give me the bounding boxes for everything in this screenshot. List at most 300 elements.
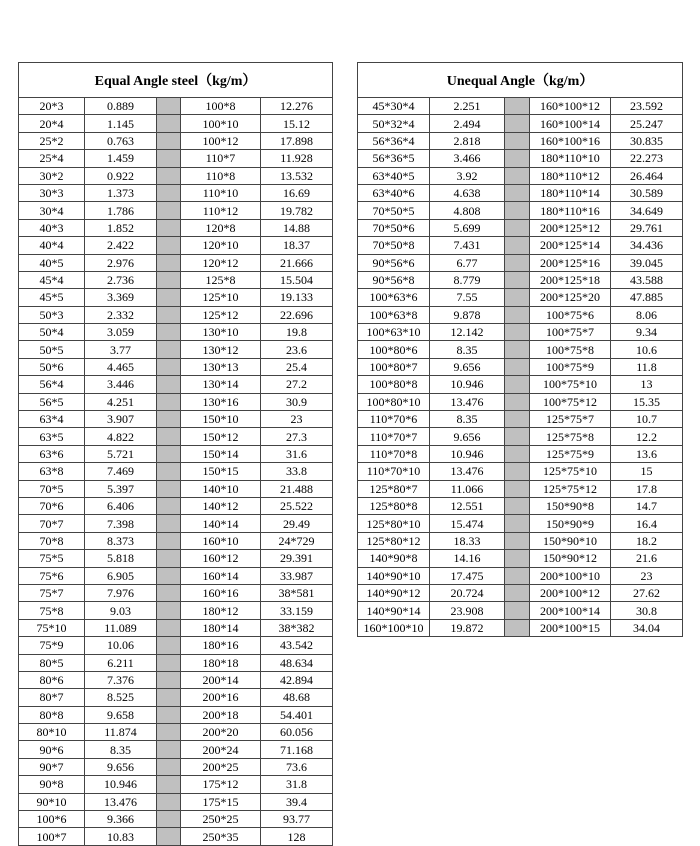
- size-cell: 110*70*7: [358, 428, 430, 445]
- weight-cell: 11.928: [261, 150, 333, 167]
- table-row: [19, 654, 333, 671]
- table-row: [19, 376, 333, 393]
- size-cell: 200*24: [181, 741, 261, 758]
- table-row: [19, 671, 333, 688]
- weight-cell: 10.7: [611, 411, 683, 428]
- weight-cell: 34.649: [611, 202, 683, 219]
- size-cell: 200*125*14: [530, 237, 611, 254]
- weight-cell: 33.8: [261, 463, 333, 480]
- weight-cell: 8.35: [430, 341, 505, 358]
- table-row: [358, 532, 683, 549]
- size-cell: 50*4: [19, 324, 85, 341]
- weight-cell: 11.089: [85, 619, 157, 636]
- weight-cell: 25.522: [261, 497, 333, 514]
- weight-cell: 9.656: [430, 428, 505, 445]
- weight-cell: 48.634: [261, 654, 333, 671]
- table-row: [19, 567, 333, 584]
- weight-cell: 27.3: [261, 428, 333, 445]
- weight-cell: 1.459: [85, 150, 157, 167]
- table-row: [358, 324, 683, 341]
- table-row: [19, 184, 333, 201]
- weight-cell: 10.06: [85, 637, 157, 654]
- weight-cell: 14.16: [430, 550, 505, 567]
- separator-cell: [157, 567, 181, 584]
- separator-cell: [157, 689, 181, 706]
- size-cell: 70*50*5: [358, 202, 430, 219]
- table-row: [19, 411, 333, 428]
- equal-angle-table: [18, 62, 333, 846]
- separator-cell: [157, 463, 181, 480]
- size-cell: 130*14: [181, 376, 261, 393]
- table-row: [358, 306, 683, 323]
- weight-cell: 9.656: [85, 758, 157, 775]
- size-cell: 160*10: [181, 532, 261, 549]
- table-row: [19, 637, 333, 654]
- weight-cell: 13.476: [430, 393, 505, 410]
- equal-angle-title: Equal Angle steel（kg/m）: [19, 63, 333, 98]
- size-cell: 90*8: [19, 776, 85, 793]
- size-cell: 160*100*10: [358, 619, 430, 636]
- table-row: [19, 793, 333, 810]
- size-cell: 30*3: [19, 184, 85, 201]
- separator-cell: [505, 497, 530, 514]
- weight-cell: 19.133: [261, 289, 333, 306]
- weight-cell: 39.045: [611, 254, 683, 271]
- size-cell: 140*12: [181, 497, 261, 514]
- size-cell: 100*80*7: [358, 358, 430, 375]
- size-cell: 150*10: [181, 411, 261, 428]
- size-cell: 140*14: [181, 515, 261, 532]
- table-row: [19, 741, 333, 758]
- weight-cell: 9.878: [430, 306, 505, 323]
- size-cell: 90*56*8: [358, 271, 430, 288]
- separator-cell: [157, 706, 181, 723]
- weight-cell: 22.273: [611, 150, 683, 167]
- size-cell: 63*5: [19, 428, 85, 445]
- size-cell: 150*90*8: [530, 497, 611, 514]
- table-row: [19, 219, 333, 236]
- weight-cell: 8.35: [85, 741, 157, 758]
- size-cell: 50*32*4: [358, 115, 430, 132]
- separator-cell: [505, 150, 530, 167]
- size-cell: 125*8: [181, 271, 261, 288]
- weight-cell: 4.822: [85, 428, 157, 445]
- weight-cell: 9.34: [611, 324, 683, 341]
- size-cell: 56*5: [19, 393, 85, 410]
- unequal-angle-title: Unequal Angle（kg/m）: [358, 63, 683, 98]
- weight-cell: 8.35: [430, 411, 505, 428]
- separator-cell: [157, 219, 181, 236]
- weight-cell: 3.77: [85, 341, 157, 358]
- separator-cell: [157, 724, 181, 741]
- size-cell: 160*14: [181, 567, 261, 584]
- separator-cell: [505, 584, 530, 601]
- size-cell: 75*10: [19, 619, 85, 636]
- weight-cell: 19.872: [430, 619, 505, 636]
- size-cell: 150*12: [181, 428, 261, 445]
- weight-cell: 18.37: [261, 237, 333, 254]
- weight-cell: 13.476: [430, 463, 505, 480]
- weight-cell: 13.476: [85, 793, 157, 810]
- size-cell: 160*100*14: [530, 115, 611, 132]
- weight-cell: 38*382: [261, 619, 333, 636]
- weight-cell: 21.488: [261, 480, 333, 497]
- table-row: [19, 358, 333, 375]
- size-cell: 75*6: [19, 567, 85, 584]
- size-cell: 150*14: [181, 445, 261, 462]
- size-cell: 50*5: [19, 341, 85, 358]
- size-cell: 100*75*6: [530, 306, 611, 323]
- separator-cell: [505, 411, 530, 428]
- weight-cell: 10.6: [611, 341, 683, 358]
- size-cell: 100*63*6: [358, 289, 430, 306]
- weight-cell: 4.808: [430, 202, 505, 219]
- weight-cell: 15.35: [611, 393, 683, 410]
- size-cell: 100*75*7: [530, 324, 611, 341]
- weight-cell: 22.696: [261, 306, 333, 323]
- size-cell: 110*12: [181, 202, 261, 219]
- table-row: [19, 150, 333, 167]
- table-row: [19, 550, 333, 567]
- table-row: [358, 619, 683, 636]
- weight-cell: 7.376: [85, 671, 157, 688]
- separator-cell: [157, 358, 181, 375]
- weight-cell: 3.466: [430, 150, 505, 167]
- size-cell: 40*3: [19, 219, 85, 236]
- weight-cell: 21.6: [611, 550, 683, 567]
- separator-cell: [505, 289, 530, 306]
- separator-cell: [157, 811, 181, 828]
- weight-cell: 1.786: [85, 202, 157, 219]
- size-cell: 200*100*14: [530, 602, 611, 619]
- weight-cell: 23: [611, 567, 683, 584]
- size-cell: 63*4: [19, 411, 85, 428]
- separator-cell: [157, 254, 181, 271]
- size-cell: 80*6: [19, 671, 85, 688]
- size-cell: 100*63*8: [358, 306, 430, 323]
- separator-cell: [157, 132, 181, 149]
- size-cell: 200*25: [181, 758, 261, 775]
- weight-cell: 5.818: [85, 550, 157, 567]
- weight-cell: 2.332: [85, 306, 157, 323]
- size-cell: 100*7: [19, 828, 85, 845]
- separator-cell: [157, 793, 181, 810]
- weight-cell: 15: [611, 463, 683, 480]
- separator-cell: [505, 132, 530, 149]
- separator-cell: [505, 237, 530, 254]
- size-cell: 110*10: [181, 184, 261, 201]
- weight-cell: 23.592: [611, 98, 683, 115]
- table-row: [19, 324, 333, 341]
- size-cell: 140*90*10: [358, 567, 430, 584]
- size-cell: 40*4: [19, 237, 85, 254]
- weight-cell: 19.8: [261, 324, 333, 341]
- separator-cell: [157, 584, 181, 601]
- table-row: [358, 376, 683, 393]
- size-cell: 150*90*12: [530, 550, 611, 567]
- size-cell: 20*3: [19, 98, 85, 115]
- size-cell: 125*75*8: [530, 428, 611, 445]
- size-cell: 45*30*4: [358, 98, 430, 115]
- weight-cell: 12.551: [430, 497, 505, 514]
- table-row: [358, 602, 683, 619]
- table-row: [358, 184, 683, 201]
- weight-cell: 48.68: [261, 689, 333, 706]
- size-cell: 180*110*16: [530, 202, 611, 219]
- size-cell: 125*75*9: [530, 445, 611, 462]
- weight-cell: 33.987: [261, 567, 333, 584]
- weight-cell: 33.159: [261, 602, 333, 619]
- weight-cell: 2.494: [430, 115, 505, 132]
- size-cell: 125*75*12: [530, 480, 611, 497]
- size-cell: 200*16: [181, 689, 261, 706]
- size-cell: 45*4: [19, 271, 85, 288]
- weight-cell: 128: [261, 828, 333, 845]
- size-cell: 175*15: [181, 793, 261, 810]
- size-cell: 90*7: [19, 758, 85, 775]
- size-cell: 110*70*10: [358, 463, 430, 480]
- size-cell: 90*6: [19, 741, 85, 758]
- weight-cell: 11.8: [611, 358, 683, 375]
- separator-cell: [505, 550, 530, 567]
- table-row: [19, 428, 333, 445]
- size-cell: 100*6: [19, 811, 85, 828]
- table-row: [358, 132, 683, 149]
- weight-cell: 26.464: [611, 167, 683, 184]
- separator-cell: [505, 480, 530, 497]
- size-cell: 180*16: [181, 637, 261, 654]
- size-cell: 150*90*9: [530, 515, 611, 532]
- size-cell: 200*100*15: [530, 619, 611, 636]
- size-cell: 20*4: [19, 115, 85, 132]
- weight-cell: 10.946: [85, 776, 157, 793]
- weight-cell: 15.12: [261, 115, 333, 132]
- weight-cell: 18.33: [430, 532, 505, 549]
- size-cell: 50*3: [19, 306, 85, 323]
- size-cell: 120*8: [181, 219, 261, 236]
- weight-cell: 25.247: [611, 115, 683, 132]
- unequal-angle-table: [357, 62, 683, 637]
- size-cell: 125*12: [181, 306, 261, 323]
- table-row: [358, 289, 683, 306]
- weight-cell: 12.276: [261, 98, 333, 115]
- size-cell: 110*70*8: [358, 445, 430, 462]
- separator-cell: [157, 828, 181, 845]
- size-cell: 140*90*12: [358, 584, 430, 601]
- table-row: [19, 463, 333, 480]
- size-cell: 160*16: [181, 584, 261, 601]
- separator-cell: [505, 445, 530, 462]
- separator-cell: [157, 550, 181, 567]
- weight-cell: 15.504: [261, 271, 333, 288]
- table-row: [358, 167, 683, 184]
- size-cell: 130*13: [181, 358, 261, 375]
- size-cell: 125*80*8: [358, 497, 430, 514]
- weight-cell: 6.406: [85, 497, 157, 514]
- separator-cell: [157, 637, 181, 654]
- weight-cell: 2.818: [430, 132, 505, 149]
- table-row: [19, 706, 333, 723]
- weight-cell: 8.373: [85, 532, 157, 549]
- table-row: [358, 150, 683, 167]
- weight-cell: 7.976: [85, 584, 157, 601]
- weight-cell: 14.7: [611, 497, 683, 514]
- separator-cell: [505, 202, 530, 219]
- size-cell: 100*80*10: [358, 393, 430, 410]
- size-cell: 80*10: [19, 724, 85, 741]
- size-cell: 120*12: [181, 254, 261, 271]
- separator-cell: [505, 515, 530, 532]
- weight-cell: 17.8: [611, 480, 683, 497]
- weight-cell: 43.588: [611, 271, 683, 288]
- size-cell: 70*7: [19, 515, 85, 532]
- size-cell: 100*10: [181, 115, 261, 132]
- size-cell: 56*4: [19, 376, 85, 393]
- size-cell: 130*10: [181, 324, 261, 341]
- size-cell: 100*75*9: [530, 358, 611, 375]
- size-cell: 200*125*20: [530, 289, 611, 306]
- size-cell: 180*110*14: [530, 184, 611, 201]
- table-row: [19, 167, 333, 184]
- table-row: [19, 306, 333, 323]
- size-cell: 160*100*16: [530, 132, 611, 149]
- size-cell: 100*80*6: [358, 341, 430, 358]
- weight-cell: 34.04: [611, 619, 683, 636]
- weight-cell: 3.92: [430, 167, 505, 184]
- size-cell: 90*56*6: [358, 254, 430, 271]
- weight-cell: 1.145: [85, 115, 157, 132]
- separator-cell: [505, 98, 530, 115]
- weight-cell: 12.2: [611, 428, 683, 445]
- separator-cell: [157, 271, 181, 288]
- table-row: [19, 202, 333, 219]
- weight-cell: 0.889: [85, 98, 157, 115]
- table-row: [358, 254, 683, 271]
- separator-cell: [505, 167, 530, 184]
- size-cell: 75*9: [19, 637, 85, 654]
- table-row: [19, 393, 333, 410]
- table-row: [19, 758, 333, 775]
- size-cell: 80*7: [19, 689, 85, 706]
- weight-cell: 10.83: [85, 828, 157, 845]
- size-cell: 100*12: [181, 132, 261, 149]
- size-cell: 140*90*8: [358, 550, 430, 567]
- weight-cell: 23.908: [430, 602, 505, 619]
- size-cell: 56*36*5: [358, 150, 430, 167]
- weight-cell: 4.251: [85, 393, 157, 410]
- weight-cell: 2.736: [85, 271, 157, 288]
- separator-cell: [157, 411, 181, 428]
- size-cell: 63*6: [19, 445, 85, 462]
- weight-cell: 9.03: [85, 602, 157, 619]
- table-row: [19, 497, 333, 514]
- separator-cell: [505, 619, 530, 636]
- weight-cell: 30.9: [261, 393, 333, 410]
- table-row: [358, 98, 683, 115]
- separator-cell: [157, 671, 181, 688]
- weight-cell: 9.658: [85, 706, 157, 723]
- weight-cell: 9.656: [430, 358, 505, 375]
- weight-cell: 60.056: [261, 724, 333, 741]
- weight-cell: 29.391: [261, 550, 333, 567]
- weight-cell: 13.532: [261, 167, 333, 184]
- separator-cell: [505, 184, 530, 201]
- separator-cell: [157, 445, 181, 462]
- weight-cell: 14.88: [261, 219, 333, 236]
- size-cell: 130*16: [181, 393, 261, 410]
- separator-cell: [505, 341, 530, 358]
- table-row: [19, 724, 333, 741]
- separator-cell: [505, 254, 530, 271]
- table-row: [19, 271, 333, 288]
- size-cell: 100*75*10: [530, 376, 611, 393]
- size-cell: 200*125*12: [530, 219, 611, 236]
- weight-cell: 0.922: [85, 167, 157, 184]
- separator-cell: [157, 115, 181, 132]
- size-cell: 70*5: [19, 480, 85, 497]
- table-row: [19, 289, 333, 306]
- size-cell: 80*8: [19, 706, 85, 723]
- weight-cell: 15.474: [430, 515, 505, 532]
- table-row: [358, 115, 683, 132]
- table-row: [358, 584, 683, 601]
- table-row: [358, 480, 683, 497]
- separator-cell: [505, 306, 530, 323]
- separator-cell: [505, 567, 530, 584]
- table-row: [358, 393, 683, 410]
- size-cell: 180*12: [181, 602, 261, 619]
- weight-cell: 6.211: [85, 654, 157, 671]
- separator-cell: [505, 463, 530, 480]
- size-cell: 200*18: [181, 706, 261, 723]
- table-row: [358, 341, 683, 358]
- size-cell: 200*125*18: [530, 271, 611, 288]
- separator-cell: [157, 98, 181, 115]
- weight-cell: 5.699: [430, 219, 505, 236]
- table-row: [358, 411, 683, 428]
- separator-cell: [505, 324, 530, 341]
- weight-cell: 6.905: [85, 567, 157, 584]
- separator-cell: [157, 376, 181, 393]
- table-row: [358, 219, 683, 236]
- weight-cell: 42.894: [261, 671, 333, 688]
- separator-cell: [157, 289, 181, 306]
- size-cell: 125*80*10: [358, 515, 430, 532]
- weight-cell: 13.6: [611, 445, 683, 462]
- weight-cell: 54.401: [261, 706, 333, 723]
- separator-cell: [157, 741, 181, 758]
- size-cell: 125*10: [181, 289, 261, 306]
- weight-cell: 34.436: [611, 237, 683, 254]
- weight-cell: 73.6: [261, 758, 333, 775]
- weight-cell: 39.4: [261, 793, 333, 810]
- size-cell: 130*12: [181, 341, 261, 358]
- weight-cell: 27.2: [261, 376, 333, 393]
- size-cell: 30*4: [19, 202, 85, 219]
- table-row: [19, 115, 333, 132]
- separator-cell: [505, 602, 530, 619]
- size-cell: 250*35: [181, 828, 261, 845]
- table-row: [358, 567, 683, 584]
- table-row: [19, 132, 333, 149]
- weight-cell: 0.763: [85, 132, 157, 149]
- weight-cell: 11.066: [430, 480, 505, 497]
- table-row: [19, 480, 333, 497]
- separator-cell: [157, 515, 181, 532]
- weight-cell: 3.446: [85, 376, 157, 393]
- weight-cell: 2.976: [85, 254, 157, 271]
- table-row: [358, 358, 683, 375]
